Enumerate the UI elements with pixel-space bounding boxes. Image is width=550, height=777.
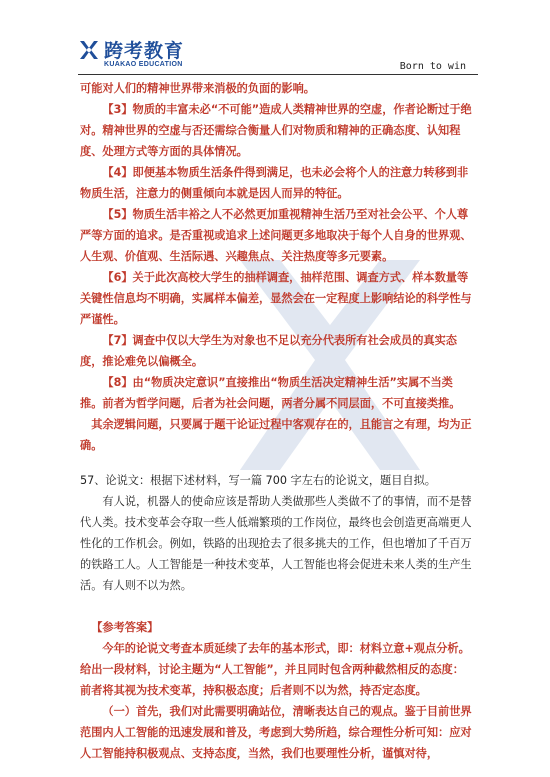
paragraph: 有人说，机器人的使命应该是帮助人类做那些人类做不了的事情，而不是替代人类。技术变革会夺取一些人低端繁琐的工作岗位，最终也会创造更高端更人性化的工作机会。例如，铁路的出现抢去了很多挑夫的工作，但也增加了千百万的铁路工人。人工智能是一种技术变革，人工智能也将会促进未来人类的生产生活。有人则不以为然。 xyxy=(80,495,472,592)
logo-subtitle: KUAKAO EDUCATION xyxy=(104,61,183,68)
paragraph: 【4】即便基本物质生活条件得到满足，也未必会将个人的注意力转移到非物质生活，注意力的侧重倾向本就是因人而异的特征。 xyxy=(80,166,469,200)
document-body xyxy=(80,78,475,764)
paragraph: 【5】物质生活丰裕之人不必然更加重视精神生活乃至对社会公平、个人尊严等方面的追求。是否重视或追求上述问题更多地取决于每个人自身的世界观、人生观、价值观、生活际遇、兴趣焦点、关注热度等多元要素。 xyxy=(80,208,472,263)
paragraph: 【参考答案】 xyxy=(91,621,159,634)
paragraph: 其余逻辑问题，只要属于题干论证过程中客观存在的，且能言之有理，均为正确。 xyxy=(80,418,472,452)
header-slogan: Born to win xyxy=(399,61,466,72)
logo-icon xyxy=(78,38,100,62)
paragraph: 【7】调查中仅以大学生为对象也不足以充分代表所有社会成员的真实态度，推论难免以偏概全。 xyxy=(80,334,457,368)
paragraph-spacer xyxy=(80,596,475,617)
page-header xyxy=(78,38,478,75)
paragraph: 57、论说文：根据下述材料，写一篇 700 字左右的论说文，题目自拟。 xyxy=(80,474,436,487)
paragraph: 【3】物质的丰富未必“不可能”造成人类精神世界的空虚，作者论断过于绝对。精神世界的空虚与否还需综合衡量人们对物质和精神的正确态度、认知程度、处理方式等方面的具体情况。 xyxy=(80,103,472,158)
paragraph: 可能对人们的精神世界带来消极的负面的影响。 xyxy=(80,82,315,95)
paragraph: 今年的论说文考查本质延续了去年的基本形式，即：材料立意+观点分析。给出一段材料，讨论主题为“人工智能”，并且同时包含两种截然相反的态度：前者将其视为技术变革，持积极态度；后者则不以为然，持否定态度。 xyxy=(80,642,470,697)
paragraph-spacer xyxy=(80,456,475,470)
paragraph: （一）首先，我们对此需要明确站位，清晰表达自己的观点。鉴于目前世界范围内人工智能的迅速发展和普及，考虑到大势所趋，综合理性分析可知：应对人工智能持积极观点、支持态度，当然，我们也要理性分析，谨慎对待， xyxy=(80,705,472,760)
paragraph: 【8】由“物质决定意识”直接推出“物质生活决定精神生活”实属不当类推。前者为哲学问题，后者为社会问题，两者分属不同层面，不可直接类推。 xyxy=(80,376,461,410)
logo-text: 跨考教育 xyxy=(104,40,185,62)
paragraph: 【6】关于此次高校大学生的抽样调查，抽样范围、调查方式、样本数量等关键性信息均不明确，实属样本偏差，显然会在一定程度上影响结论的科学性与严谨性。 xyxy=(80,271,472,326)
